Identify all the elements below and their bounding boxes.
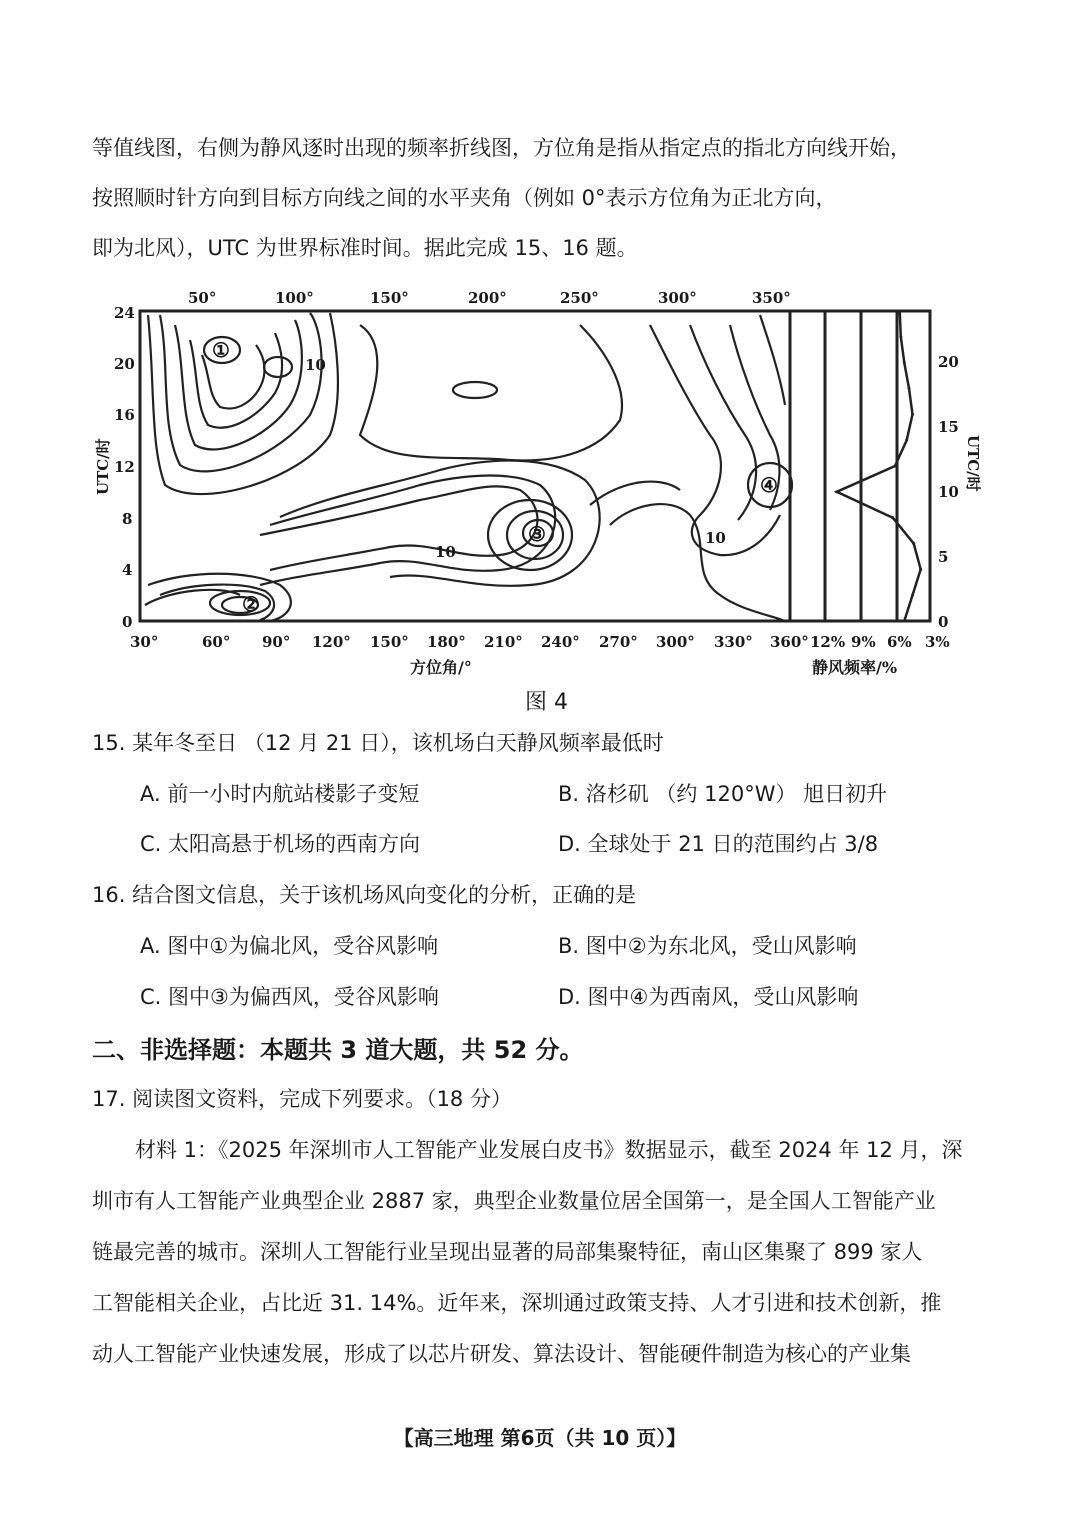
q16-stem: 16. 结合图文信息，关于该机场风向变化的分析，正确的是 (92, 883, 637, 907)
q17-material-line-3: 链最完善的城市。深圳人工智能行业呈现出显著的局部集聚特征，南山区集聚了 899 家人 (92, 1240, 923, 1264)
bottom-tick: 30° (130, 633, 159, 651)
q16-option-c: C. 图中③为偏西风，受谷风影响 (140, 985, 439, 1009)
left-tick: 24 (114, 304, 135, 322)
left-tick: 0 (122, 613, 133, 631)
right-tick: 5 (938, 548, 949, 566)
page-footer: 【高三地理 第6页（共 10 页）】 (393, 1426, 687, 1450)
q17-stem: 17. 阅读图文资料，完成下列要求。（18 分） (92, 1087, 512, 1111)
bottom-tick: 180° (427, 633, 466, 651)
intro-line-3: 即为北风），UTC 为世界标准时间。据此完成 15、16 题。 (92, 236, 638, 260)
top-tick: 350° (752, 289, 791, 307)
bottom-tick: 210° (484, 633, 523, 651)
left-tick: 20 (114, 355, 135, 373)
top-tick: 200° (468, 289, 507, 307)
contour-label: 10 (305, 356, 326, 374)
left-tick: 8 (122, 510, 133, 528)
bottom-tick: 60° (202, 633, 231, 651)
top-tick: 300° (658, 289, 697, 307)
bottom-tick: 360° (770, 633, 809, 651)
q17-material-line-2: 圳市有人工智能产业典型企业 2887 家，典型企业数量位居全国第一，是全国人工智能产业 (92, 1189, 936, 1213)
freq-tick: 3% (925, 633, 950, 651)
freq-tick: 6% (887, 633, 912, 651)
frequency-data-point (899, 335, 902, 338)
right-tick: 20 (938, 353, 959, 371)
frequency-data-point (908, 387, 911, 390)
right-tick: 15 (938, 418, 959, 436)
frequency-series-line (837, 311, 921, 621)
contour-label: 10 (435, 543, 456, 561)
q15-option-c: C. 太阳高悬于机场的西南方向 (140, 832, 421, 856)
left-tick: 4 (122, 561, 133, 579)
frequency-series-points (835, 310, 922, 623)
top-tick: 100° (275, 289, 314, 307)
q15-option-a: A. 前一小时内航站楼影子变短 (140, 782, 420, 806)
bottom-tick: 270° (599, 633, 638, 651)
frequency-data-point (905, 439, 908, 442)
bottom-tick: 120° (312, 633, 351, 651)
top-tick: 150° (370, 289, 409, 307)
contour-lines (145, 313, 792, 621)
right-tick: 0 (938, 613, 949, 631)
q15-option-b: B. 洛杉矶 （约 120°W） 旭日初升 (558, 782, 888, 806)
frequency-data-point (903, 620, 906, 623)
freq-tick: 12% (810, 633, 846, 651)
top-tick: 250° (560, 289, 599, 307)
frequency-data-point (903, 361, 906, 364)
y-axis-label-right: UTC/时 (964, 435, 982, 492)
frequency-data-point (912, 542, 915, 545)
section-2-heading: 二、非选择题：本题共 3 道大题，共 52 分。 (92, 1036, 584, 1064)
frequency-data-point (835, 490, 838, 493)
x-axis-label: 方位角/° (410, 658, 472, 677)
intro-line-2: 按照顺时针方向到目标方向线之间的水平夹角（例如 0°表示方位角为正北方向， (92, 186, 837, 210)
top-tick: 50° (188, 289, 217, 307)
q16-option-b: B. 图中②为东北风，受山风影响 (558, 934, 857, 958)
marker-3: ③ (528, 522, 546, 546)
right-tick: 10 (938, 483, 959, 501)
q15-option-d: D. 全球处于 21 日的范围约占 3/8 (558, 832, 879, 856)
figure-4 (94, 285, 982, 685)
q17-material-line-4: 工智能相关企业，占比近 31. 14%。近年来，深圳通过政策支持、人才引进和技术创新，推 (92, 1291, 942, 1315)
bottom-tick: 240° (541, 633, 580, 651)
q16-option-d: D. 图中④为西南风，受山风影响 (558, 985, 859, 1009)
marker-2: ② (242, 592, 260, 616)
x-axis-label-right: 静风频率/% (812, 658, 898, 677)
frequency-data-point (898, 310, 901, 313)
bottom-tick: 90° (262, 633, 291, 651)
frequency-data-point (911, 413, 914, 416)
left-tick: 16 (114, 406, 135, 424)
frequency-data-point (911, 594, 914, 597)
q17-material-line-1: 材料 1：《2025 年深圳市人工智能产业发展白皮书》数据显示，截至 2024 年 12 月，深 (135, 1138, 963, 1162)
left-tick: 12 (114, 458, 135, 476)
frequency-data-point (891, 516, 894, 519)
frequency-data-point (919, 568, 922, 571)
bottom-tick: 300° (656, 633, 695, 651)
intro-line-1: 等值线图，右侧为静风逐时出现的频率折线图，方位角是指从指定点的指北方向线开始， (92, 136, 911, 160)
q17-material-line-5: 动人工智能产业快速发展，形成了以芯片研发、算法设计、智能硬件制造为核心的产业集 (92, 1342, 911, 1366)
marker-1: ① (212, 338, 230, 362)
frequency-data-point (894, 465, 897, 468)
q16-option-a: A. 图中①为偏北风，受谷风影响 (140, 934, 439, 958)
figure-caption: 图 4 (525, 690, 568, 715)
freq-tick: 9% (851, 633, 876, 651)
q15-stem: 15. 某年冬至日 （12 月 21 日），该机场白天静风频率最低时 (92, 731, 664, 755)
contour-label: 10 (705, 529, 726, 547)
bottom-tick: 150° (370, 633, 409, 651)
bottom-tick: 330° (714, 633, 753, 651)
y-axis-label-left: UTC/时 (94, 438, 112, 495)
marker-4: ④ (760, 473, 778, 497)
